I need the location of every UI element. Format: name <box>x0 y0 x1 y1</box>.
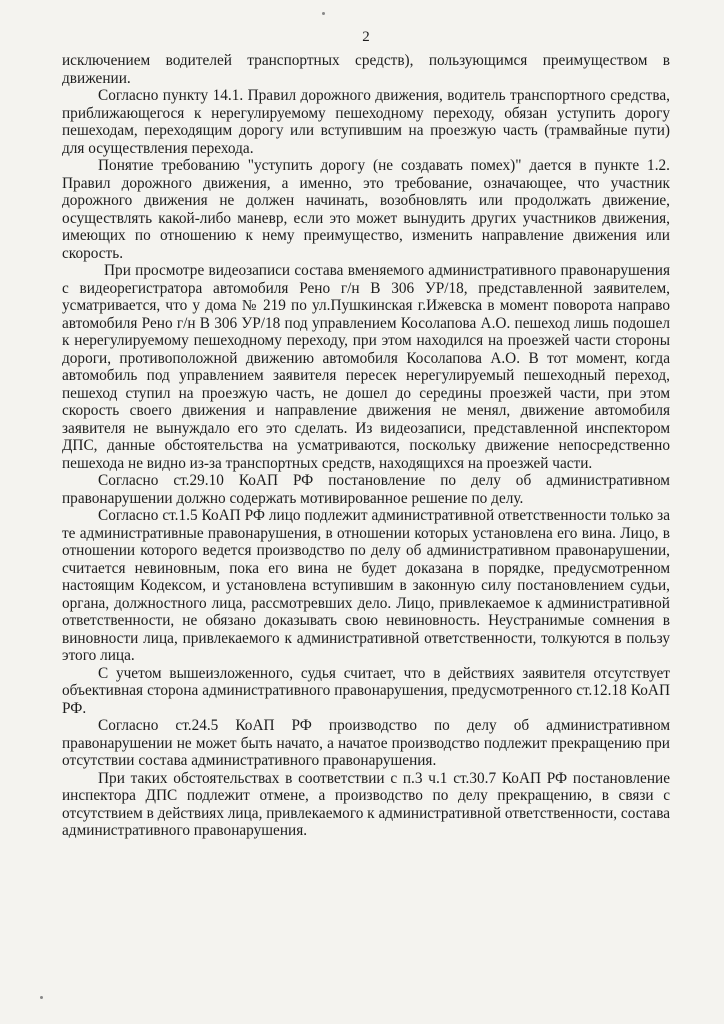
paragraph-video-review: При просмотре видеозаписи состава вменяемого административного правонарушения с видеорегистратора автомобиля Рено г/н В 306 УР/18, представленной заявителем, усматривается, что у дома № 219 по ул.Пушкинская г.Ижевска в момент поворота направо автомобиля Рено г/н В 306 УР/18 под управлением Косолапова А.О. пешеход лишь подошел к нерегулируемому пешеходному переходу, при этом находился на проезжей части стороны дороги, противоположной движению автомобиля Косолапова А.О. В тот момент, когда автомобиль под управлением заявителя пересек нерегулируемый пешеходный переход, пешеход ступил на проезжую часть, не дошел до середины проезжей части, при этом скорость своего движения и направление движения не менял, движение автомобиля заявителя не вынуждало его это сделать. Из видеозаписи, представленной инспектором ДПС, данные обстоятельства на усматриваются, поскольку движение непосредственно пешехода не видно из-за транспортных средств, находящихся на проезжей части. <box>62 262 670 472</box>
paragraph-judge-conclusion: С учетом вышеизложенного, судья считает, что в действиях заявителя отсутствует объективная сторона административного правонарушения, предусмотренного ст.12.18 КоАП РФ. <box>62 664 670 717</box>
paragraph-article-1-5: Согласно ст.1.5 КоАП РФ лицо подлежит административной ответственности только за те административные правонарушения, в отношении которых установлена его вина. Лицо, в отношении которого ведется производство по делу об административном правонарушении, считается невиновным, пока его вина не будет доказана в порядке, предусмотренном настоящим Кодексом, и установлена вступившим в законную силу постановлением судьи, органа, должностного лица, рассмотревших дело. Лицо, привлекаемое к административной ответственности, не обязано доказывать свою невиновность. Неустранимые сомнения в виновности лица, привлекаемого к административной ответственности, толкуются в пользу этого лица. <box>62 507 670 664</box>
scan-speck <box>322 12 325 15</box>
paragraph-article-24-5: Согласно ст.24.5 КоАП РФ производство по делу об административном правонарушении не может быть начато, а начатое производство подлежит прекращению при отсутствии состава административного правонарушения. <box>62 717 670 769</box>
scan-speck <box>40 996 43 999</box>
page-number: 2 <box>362 29 370 45</box>
paragraph-continuation: исключением водителей транспортных средств), пользующимся преимуществом в движении. <box>62 52 670 87</box>
paragraph-rule-14-1: Согласно пункту 14.1. Правил дорожного движения, водитель транспортного средства, приближающегося к нерегулируемому пешеходному переходу, обязан уступить дорогу пешеходам, переходящим дорогу или вступившим на проезжую часть (трамвайные пути) для осуществления перехода. <box>62 87 670 157</box>
paragraph-yield-definition: Понятие требованию "уступить дорогу (не создавать помех)" дается в пункте 1.2. Правил дорожного движения, а именно, это требование, означающее, что участник дорожного движения не должен начинать, возобновлять или продолжать движение, осуществлять какой-либо маневр, если это может вынудить других участников движения, имеющих по отношению к нему преимущество, изменить направление движения или скорость. <box>62 157 670 262</box>
paragraph-article-29-10: Согласно ст.29.10 КоАП РФ постановление по делу об административном правонарушении должно содержать мотивированное решение по делу. <box>62 472 670 507</box>
paragraph-final-decision: При таких обстоятельствах в соответствии с п.3 ч.1 ст.30.7 КоАП РФ постановление инспектора ДПС подлежит отмене, а производство по делу прекращению, в связи с отсутствием в действиях лица, привлекаемого к административной ответственности, состава административного правонарушения. <box>62 769 671 839</box>
